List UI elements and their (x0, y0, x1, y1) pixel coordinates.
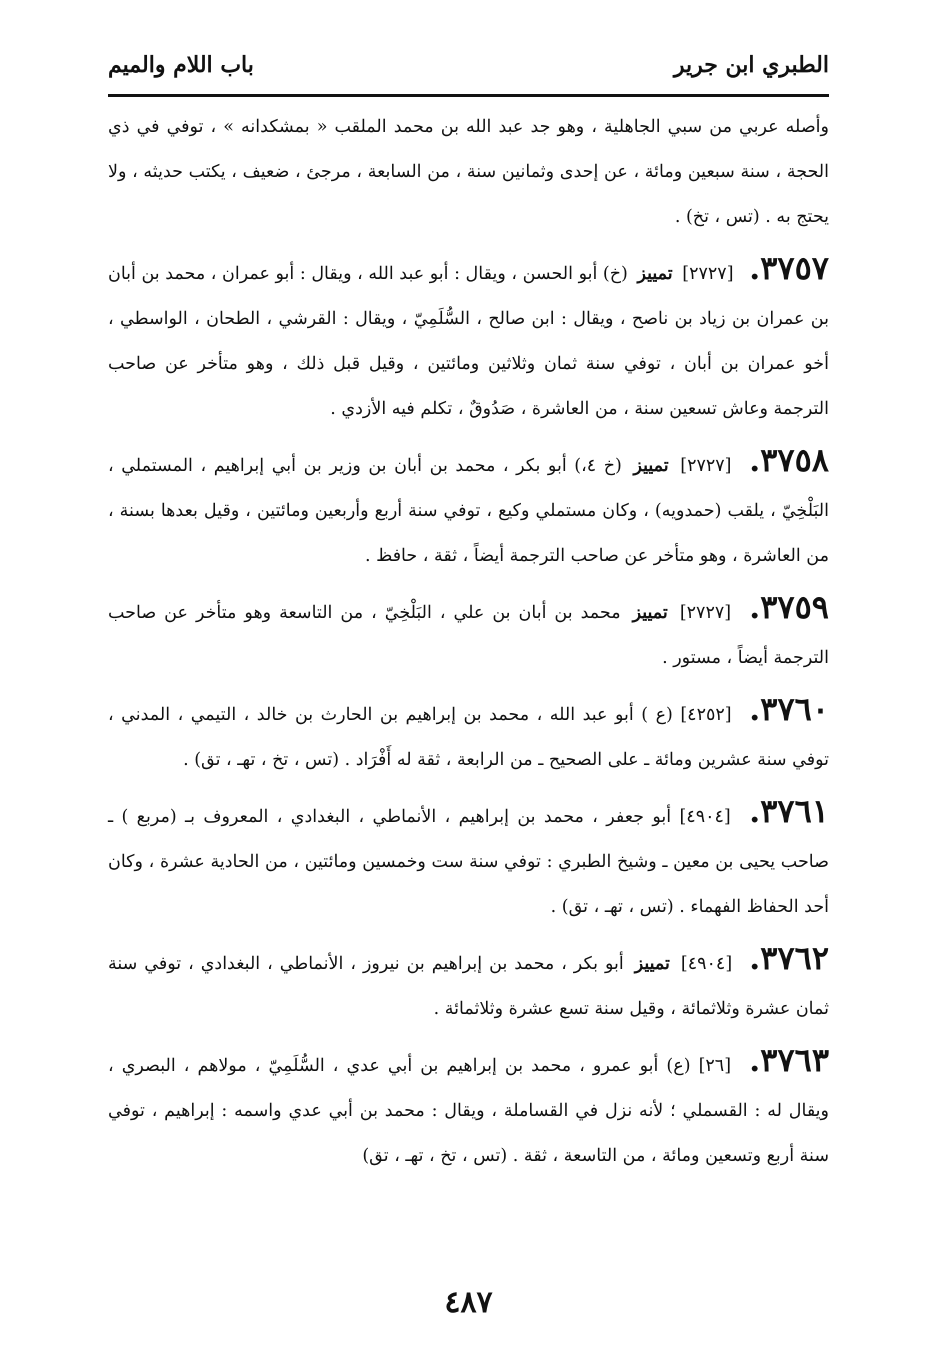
entry-text: (خ) أبو الحسن ، ويقال : أبو عبد الله ، ويقال : أبو عمران ، محمد بن أبان بن عمران بن زياد بن ناصح ، ويقال : ابن صالح ، السُّلَمِيّ ، ويقال : القرشي ، الطحان ، الواسطي ، أخو عمران بن أبان ، توفي سنة ثمان وثلاثين ومائتين ، وقيل قبل ذلك ، وهو متأخر عن صاحب الترجمة وعاش تسعين سنة ، من العاشرة ، صَدُوقٌ ، تكلم فيه الأزدي . (108, 264, 829, 419)
intro-paragraph: وأصله عربي من سبي الجاهلية ، وهو جد عبد الله بن محمد الملقب « بمشكدانه » ، توفي في ذي الحجة ، سنة سبعين ومائة ، عن إحدى وثمانين سنة ، من السابعة ، مرجئ ، ضعيف ، يكتب حديثه ، ولا يحتج به . (تس ، تخ) . (108, 117, 829, 227)
entry-text: أبو جعفر ، محمد بن إبراهيم ، الأنماطي ، البغدادي ، المعروف بـ (مربع ) ـ صاحب يحيى بن معين ـ وشيخ الطبري : توفي سنة ست وخمسين ومائتين ، من الحادية عشرة ، وكان أحد الحفاظ الفهماء . (تس ، تهـ ، تق) . (108, 807, 829, 917)
header-chapter-title: باب اللام والميم (108, 52, 254, 78)
running-header (108, 40, 829, 90)
header-book-title: الطبري ابن جرير (673, 52, 829, 78)
entry-number: ٣٧٦٢. (749, 939, 829, 977)
entry-text: (ع ) أبو عبد الله ، محمد بن إبراهيم بن الحارث بن خالد ، التيمي ، المدني ، توفي سنة عشرين ومائة ـ على الصحيح ـ من الرابعة ، ثقة له أَفْرَاد . (تس ، تخ ، تهـ ، تق) . (108, 705, 829, 770)
entry-ref: [٢٧٢٧] (679, 603, 732, 623)
entry-number: ٣٧٥٩. (749, 588, 829, 626)
entry-3760 (108, 687, 829, 783)
entry-3761 (108, 789, 829, 930)
entry-3758 (108, 438, 829, 579)
entry-tamyiz-label: تمييز (634, 954, 670, 974)
page-number: ٤٨٧ (444, 1285, 493, 1320)
entry-ref: [٢٧٢٧] (682, 264, 734, 284)
entry-tamyiz-label: تمييز (632, 603, 668, 623)
entry-tamyiz-label: تمييز (633, 456, 669, 476)
entry-number: ٣٧٦١. (749, 792, 829, 830)
entry-tamyiz-label: تمييز (637, 264, 673, 284)
entry-ref: [٢٦] (698, 1056, 732, 1076)
entry-3759 (108, 585, 829, 681)
entry-number: ٣٧٥٧. (749, 249, 829, 287)
entry-3762 (108, 936, 829, 1032)
page-body (108, 105, 829, 1185)
entry-text: أبو بكر ، محمد بن إبراهيم بن نيروز ، الأنماطي ، البغدادي ، توفي سنة ثمان عشرة وثلاثمائة ، وقيل سنة تسع عشرة وثلاثمائة . (108, 954, 829, 1019)
entry-text: (خ ٤،) أبو بكر ، محمد بن أبان بن وزير بن أبي إبراهيم ، المستملي ، البَلْخِيّ ، يلقب (حمدويه) ، وكان مستملي وكيع ، توفي سنة أربع وأربعين ومائتين ، وقيل بعدها بسنة ، من العاشرة ، وهو متأخر عن صاحب الترجمة أيضاً ، ثقة ، حافظ . (108, 456, 829, 566)
entry-number: ٣٧٥٨. (749, 441, 829, 479)
entry-ref: [٤٢٥٢] (680, 705, 732, 725)
entry-3763 (108, 1038, 829, 1179)
entry-ref: [٤٩٠٤] (679, 807, 731, 827)
entry-number: ٣٧٦٣. (749, 1041, 829, 1079)
entry-ref: [٤٩٠٤] (680, 954, 733, 974)
entry-text: محمد بن أبان بن علي ، البَلْخِيّ ، من التاسعة وهو متأخر عن صاحب الترجمة أيضاً ، مستور . (108, 603, 829, 668)
entry-number: ٣٧٦٠. (749, 690, 829, 728)
entry-ref: [٢٧٢٧] (680, 456, 732, 476)
entry-text: (ع) أبو عمرو ، محمد بن إبراهيم بن أبي عدي ، السُّلَمِيّ ، مولاهم ، البصري ، ويقال له : القسملي ؛ لأنه نزل في القساملة ، ويقال : محمد بن أبي عدي واسمه : إبراهيم ، توفي سنة أربع وتسعين ومائة ، من التاسعة ، ثقة . (تس ، تخ ، تهـ ، تق) (108, 1056, 829, 1166)
entry-3757 (108, 246, 829, 432)
header-rule (108, 94, 829, 97)
